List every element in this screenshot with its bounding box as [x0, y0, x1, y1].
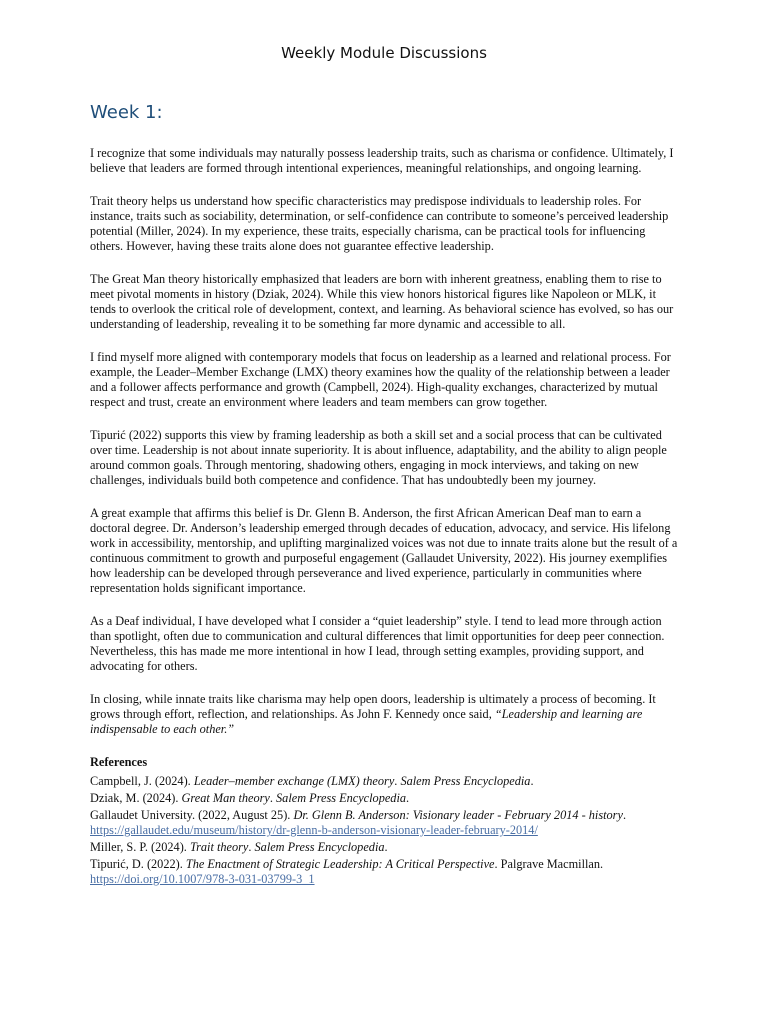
document-title: Weekly Module Discussions — [281, 44, 487, 62]
closing-text: In closing, while innate traits like charisma may help open doors, leadership is ultimately a process of becoming. It grows through effort, reflection, and relationships. As John F. Kennedy once said, — [90, 692, 656, 721]
references-heading: References — [90, 755, 148, 769]
paragraph-3: The Great Man theory historically emphasized that leaders are born with inherent greatness, enabling them to rise to meet pivotal moments in history (Dziak, 2024). While this view honors historical figures like Napoleon or MLK, it tends to overlook the critical role of development, context, and learning. As behavioral science has evolved, so has our understanding of leadership, revealing it to be something far more dynamic and accessible to all. — [90, 272, 674, 331]
ref-source: Salem Press Encyclopedia — [276, 791, 407, 805]
reference-gallaudet — [90, 808, 680, 838]
ref-sep: . — [269, 791, 277, 805]
ref-end: . — [384, 840, 388, 854]
ref-work: The Enactment of Strategic Leadership: A Critical Perspective — [185, 857, 495, 871]
ref-work: Dr. Glenn B. Anderson: Visionary leader - February 2014 - history — [293, 808, 623, 822]
closing-paragraph — [90, 692, 680, 737]
ref-author: Miller, S. P. (2024). — [90, 840, 190, 854]
ref-sep: . — [248, 840, 255, 854]
reference-tipuric — [90, 857, 680, 887]
week-heading: Week 1: — [90, 102, 163, 123]
doi-link[interactable]: https://doi.org/10.1007/978-3-031-03799-3_1 — [90, 872, 315, 886]
ref-author: Gallaudet University. (2022, August 25). — [90, 808, 294, 822]
ref-work: Leader–member exchange (LMX) theory — [193, 774, 395, 788]
ref-author: Dziak, M. (2024). — [90, 791, 182, 805]
paragraph-7: As a Deaf individual, I have developed what I consider a “quiet leadership” style. I tend to lead more through action than spotlight, often due to communication and cultural differences that limit opportunities for deep peer connection. Nevertheless, this has made me more intentional in how I lead, through setting examples, providing support, and advocating for others. — [90, 614, 665, 673]
paragraph-6: A great example that affirms this belief is Dr. Glenn B. Anderson, the first African American Deaf man to earn a doctoral degree. Dr. Anderson’s leadership emerged through decades of education, advocacy, and service. His lifelong work in accessibility, mentorship, and uplifting marginalized voices was not due to innate traits alone but the result of a continuous commitment to growth and purposeful engagement (Gallaudet University, 2022). His journey exemplifies how leadership can be developed through perseverance and lived experience, particularly in communities where representation holds significant importance. — [90, 506, 678, 595]
reference-dziak — [90, 791, 680, 806]
document-body — [90, 146, 680, 889]
paragraph-4: I find myself more aligned with contemporary models that focus on leadership as a learned and relational process. For example, the Leader–Member Exchange (LMX) theory examines how the quality of the relationship between a leader and a follower affects performance and growth (Campbell, 2024). High-quality exchanges, characterized by mutual respect and trust, create an environment where leaders and team members can grow together. — [90, 350, 671, 409]
paragraph-1: I recognize that some individuals may naturally possess leadership traits, such as charisma or confidence. Ultimately, I believe that leaders are formed through intentional experiences, meaningful relationships, and ongoing learning. — [90, 146, 674, 175]
ref-work: Trait theory — [189, 840, 249, 854]
gallaudet-link[interactable]: https://gallaudet.edu/museum/history/dr-glenn-b-anderson-visionary-leader-february-2014/ — [90, 823, 538, 837]
ref-author: Campbell, J. (2024). — [90, 774, 194, 788]
ref-end: . — [530, 774, 534, 788]
ref-source: Salem Press Encyclopedia — [400, 774, 531, 788]
paragraph-5: Tipurić (2022) supports this view by framing leadership as both a skill set and a social process that can be cultivated over time. Leadership is not about innate superiority. It is about influence, adaptability, and the ability to align people around common goals. Through mentoring, shadowing others, engaging in mock interviews, and taking on new challenges, individuals build both competence and confidence. That has undoubtedly been my journey. — [90, 428, 667, 487]
reference-campbell — [90, 774, 680, 789]
ref-end: . Palgrave Macmillan. — [494, 857, 604, 871]
ref-author: Tipurić, D. (2022). — [90, 857, 186, 871]
ref-end: . — [406, 791, 410, 805]
ref-work: Great Man theory — [181, 791, 270, 805]
reference-miller — [90, 840, 680, 855]
ref-sep: . — [394, 774, 401, 788]
closing-quote: “Leadership and learning are indispensable to each other.” — [90, 707, 643, 736]
ref-source: Salem Press Encyclopedia — [254, 840, 385, 854]
ref-end: . — [622, 808, 627, 822]
paragraph-2: Trait theory helps us understand how specific characteristics may predispose individuals to leadership roles. For instance, traits such as sociability, determination, or self-confidence can contribute to someone’s perceived leadership potential (Miller, 2024). In my experience, these traits, especially charisma, can be practical tools for influencing others. However, having these traits alone does not guarantee effective leadership. — [90, 194, 669, 253]
